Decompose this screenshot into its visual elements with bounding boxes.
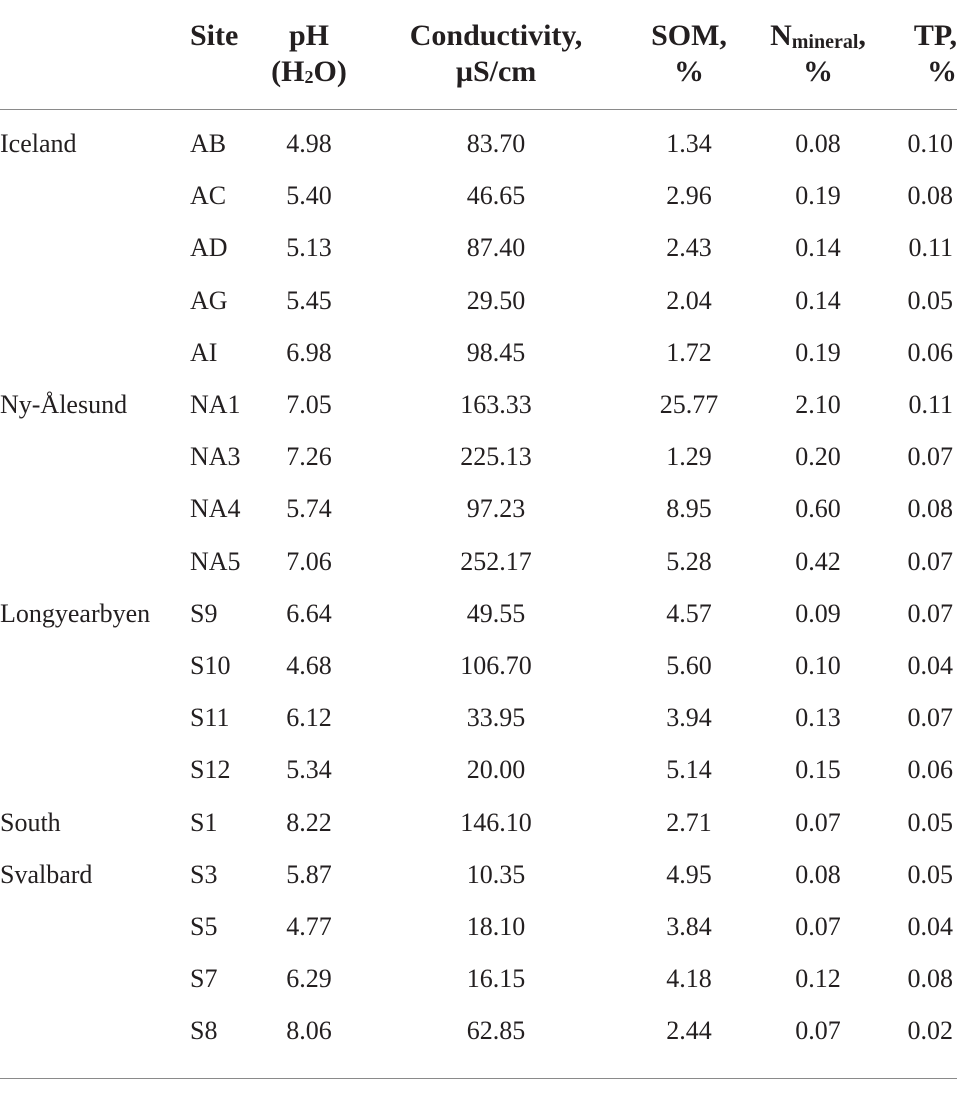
cell-som: 25.77 <box>659 390 719 420</box>
header-conductivity <box>364 18 628 110</box>
cell-conductivity: 98.45 <box>466 337 526 367</box>
header-n-mineral-main: N <box>770 19 792 52</box>
header-ph-open: (H <box>271 55 305 88</box>
cell-ph: 8.22 <box>286 807 332 837</box>
cell-n-mineral: 2.10 <box>795 390 841 420</box>
header-site-label: Site <box>190 19 239 52</box>
cell-conductivity: 49.55 <box>466 598 526 628</box>
table-body <box>0 110 957 1058</box>
header-n-mineral-subscript: mineral <box>791 31 859 53</box>
table-header <box>0 18 957 110</box>
cell-som: 4.57 <box>666 598 712 628</box>
cell-site: AD <box>190 233 228 263</box>
cell-n-mineral: 0.12 <box>795 964 841 994</box>
cell-ph: 4.98 <box>286 129 332 159</box>
cell-som: 1.72 <box>666 337 712 367</box>
cell-region: Svalbard <box>0 859 93 889</box>
table-row <box>0 170 957 222</box>
cell-conductivity: 97.23 <box>466 494 526 524</box>
cell-n-mineral: 0.42 <box>795 546 841 576</box>
cell-site: NA4 <box>190 494 241 524</box>
cell-conductivity: 33.95 <box>466 703 526 733</box>
cell-ph: 6.12 <box>286 703 332 733</box>
header-site <box>168 18 254 110</box>
cell-ph: 7.05 <box>286 390 332 420</box>
cell-som: 3.94 <box>666 703 712 733</box>
cell-ph: 8.06 <box>286 1016 332 1046</box>
header-som-line1: SOM, <box>651 19 727 52</box>
cell-tp: 0.07 <box>907 442 953 472</box>
cell-region: Iceland <box>0 129 77 159</box>
cell-site: S11 <box>190 703 230 733</box>
cell-tp: 0.11 <box>908 390 953 420</box>
cell-site: NA5 <box>190 546 241 576</box>
table-row <box>0 692 957 744</box>
cell-tp: 0.08 <box>907 494 953 524</box>
cell-tp: 0.07 <box>907 598 953 628</box>
cell-tp: 0.07 <box>907 703 953 733</box>
cell-ph: 5.34 <box>286 755 332 785</box>
cell-n-mineral: 0.15 <box>795 755 841 785</box>
cell-site: AB <box>190 129 227 159</box>
cell-ph: 5.40 <box>286 181 332 211</box>
cell-site: NA1 <box>190 390 241 420</box>
table-row <box>0 483 957 535</box>
cell-som: 2.43 <box>666 233 712 263</box>
table-bottom-rule <box>0 1078 957 1079</box>
cell-conductivity: 29.50 <box>466 285 526 315</box>
cell-conductivity: 163.33 <box>460 390 532 420</box>
cell-n-mineral: 0.07 <box>795 911 841 941</box>
cell-som: 4.18 <box>666 964 712 994</box>
cell-n-mineral: 0.14 <box>795 233 841 263</box>
table-row <box>0 744 957 796</box>
cell-n-mineral: 0.10 <box>795 650 841 680</box>
table-row <box>0 222 957 274</box>
cell-conductivity: 83.70 <box>466 129 526 159</box>
cell-site: NA3 <box>190 442 241 472</box>
cell-region <box>0 640 168 692</box>
table-row <box>0 1005 957 1057</box>
soil-properties-table <box>0 18 957 1057</box>
header-tp-line2: % <box>927 55 957 88</box>
cell-tp: 0.04 <box>907 911 953 941</box>
cell-tp: 0.11 <box>908 233 953 263</box>
header-region <box>0 18 168 110</box>
header-n-mineral <box>750 18 886 110</box>
cell-region <box>0 431 168 483</box>
header-ph <box>254 18 364 110</box>
table-row <box>0 431 957 483</box>
cell-site: S10 <box>190 650 231 680</box>
cell-tp: 0.02 <box>907 1016 953 1046</box>
cell-som: 5.14 <box>666 755 712 785</box>
cell-n-mineral: 0.60 <box>795 494 841 524</box>
cell-som: 8.95 <box>666 494 712 524</box>
cell-ph: 5.45 <box>286 285 332 315</box>
table-row <box>0 379 957 431</box>
header-ph-line2 <box>254 54 364 90</box>
cell-n-mineral: 0.08 <box>795 129 841 159</box>
cell-ph: 5.74 <box>286 494 332 524</box>
header-row <box>0 18 957 110</box>
cell-region <box>0 953 168 1005</box>
cell-region <box>0 327 168 379</box>
cell-region: Ny-Ålesund <box>0 390 128 420</box>
cell-conductivity: 106.70 <box>460 650 532 680</box>
cell-tp: 0.04 <box>907 650 953 680</box>
header-n-mineral-line2: % <box>803 55 833 88</box>
cell-tp: 0.06 <box>907 337 953 367</box>
cell-tp: 0.10 <box>907 129 953 159</box>
cell-region <box>0 536 168 588</box>
cell-site: AI <box>190 337 218 367</box>
cell-site: S1 <box>190 807 218 837</box>
header-ph-close: O) <box>313 55 347 88</box>
cell-site: AG <box>190 285 228 315</box>
cell-som: 1.29 <box>666 442 712 472</box>
cell-site: S8 <box>190 1016 218 1046</box>
cell-som: 4.95 <box>666 859 712 889</box>
table-row <box>0 796 957 848</box>
cell-conductivity: 62.85 <box>466 1016 526 1046</box>
cell-tp: 0.05 <box>907 859 953 889</box>
header-ph-line1: pH <box>288 19 330 52</box>
cell-tp: 0.08 <box>907 964 953 994</box>
cell-conductivity: 146.10 <box>460 807 532 837</box>
table-row <box>0 536 957 588</box>
cell-ph: 7.06 <box>286 546 332 576</box>
cell-som: 3.84 <box>666 911 712 941</box>
header-n-mineral-line1 <box>750 18 886 54</box>
cell-tp: 0.05 <box>907 807 953 837</box>
cell-n-mineral: 0.07 <box>795 1016 841 1046</box>
cell-som: 2.04 <box>666 285 712 315</box>
cell-som: 1.34 <box>666 129 712 159</box>
cell-tp: 0.07 <box>907 546 953 576</box>
cell-ph: 4.77 <box>286 911 332 941</box>
cell-tp: 0.05 <box>907 285 953 315</box>
header-conductivity-line1: Conductivity, <box>409 19 583 52</box>
cell-region <box>0 275 168 327</box>
table-row <box>0 110 957 171</box>
cell-region <box>0 901 168 953</box>
cell-site: S9 <box>190 598 218 628</box>
header-som-line2: % <box>674 55 704 88</box>
cell-region <box>0 1005 168 1057</box>
cell-som: 5.60 <box>666 650 712 680</box>
cell-region <box>0 692 168 744</box>
cell-ph: 6.98 <box>286 337 332 367</box>
header-conductivity-line2: µS/cm <box>455 55 537 88</box>
cell-conductivity: 46.65 <box>466 181 526 211</box>
cell-n-mineral: 0.19 <box>795 181 841 211</box>
cell-tp: 0.08 <box>907 181 953 211</box>
cell-som: 2.71 <box>666 807 712 837</box>
cell-conductivity: 252.17 <box>460 546 532 576</box>
cell-som: 2.96 <box>666 181 712 211</box>
header-tp-line1: TP, <box>913 19 957 52</box>
cell-site: S3 <box>190 859 218 889</box>
table-row <box>0 640 957 692</box>
cell-site: S5 <box>190 911 218 941</box>
cell-ph: 5.87 <box>286 859 332 889</box>
cell-site: S7 <box>190 964 218 994</box>
cell-region <box>0 483 168 535</box>
cell-site: AC <box>190 181 227 211</box>
cell-som: 2.44 <box>666 1016 712 1046</box>
table-row <box>0 849 957 901</box>
cell-region: Longyearbyen <box>0 598 151 628</box>
cell-site: S12 <box>190 755 231 785</box>
table-row <box>0 588 957 640</box>
cell-n-mineral: 0.14 <box>795 285 841 315</box>
cell-n-mineral: 0.08 <box>795 859 841 889</box>
cell-n-mineral: 0.19 <box>795 337 841 367</box>
cell-region <box>0 170 168 222</box>
table-row <box>0 275 957 327</box>
cell-tp: 0.06 <box>907 755 953 785</box>
cell-conductivity: 87.40 <box>466 233 526 263</box>
cell-conductivity: 225.13 <box>460 442 532 472</box>
cell-region <box>0 744 168 796</box>
cell-conductivity: 10.35 <box>466 859 526 889</box>
header-n-mineral-comma: , <box>858 19 866 52</box>
cell-conductivity: 16.15 <box>466 964 526 994</box>
cell-region: South <box>0 807 61 837</box>
header-som <box>628 18 750 110</box>
header-ph-subscript: 2 <box>304 67 314 87</box>
cell-n-mineral: 0.13 <box>795 703 841 733</box>
cell-som: 5.28 <box>666 546 712 576</box>
header-tp <box>886 18 957 110</box>
cell-ph: 4.68 <box>286 650 332 680</box>
cell-n-mineral: 0.20 <box>795 442 841 472</box>
cell-n-mineral: 0.09 <box>795 598 841 628</box>
cell-conductivity: 18.10 <box>466 911 526 941</box>
cell-conductivity: 20.00 <box>466 755 526 785</box>
table-row <box>0 953 957 1005</box>
cell-ph: 7.26 <box>286 442 332 472</box>
cell-ph: 6.64 <box>286 598 332 628</box>
cell-ph: 5.13 <box>286 233 332 263</box>
cell-ph: 6.29 <box>286 964 332 994</box>
table-row <box>0 327 957 379</box>
cell-n-mineral: 0.07 <box>795 807 841 837</box>
cell-region <box>0 222 168 274</box>
table-row <box>0 901 957 953</box>
